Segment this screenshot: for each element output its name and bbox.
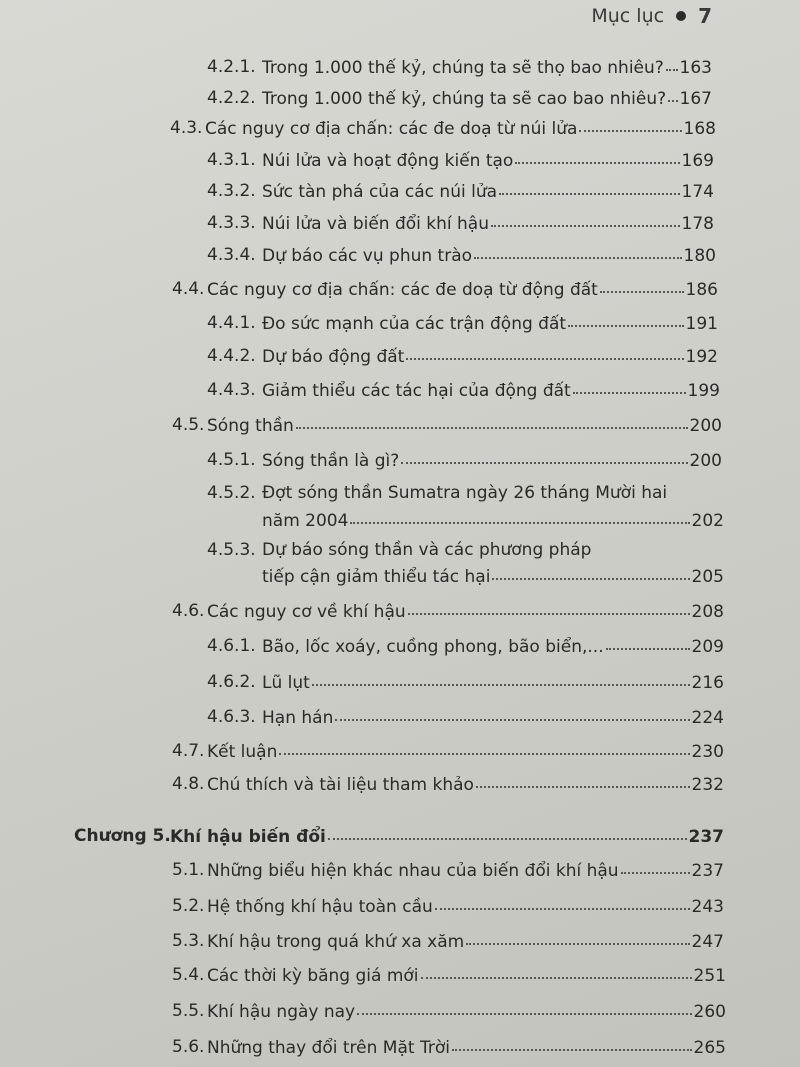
entry-page: 216	[691, 673, 724, 693]
toc-entry	[262, 181, 714, 202]
dot-leader	[335, 705, 689, 721]
dot-leader	[328, 824, 687, 840]
dot-leader	[666, 55, 678, 71]
entry-title: Dự báo động đất	[262, 347, 405, 367]
bullet-dot-icon	[676, 11, 686, 21]
entry-title: Đợt sóng thần Sumatra ngày 26 tháng Mười hai	[262, 483, 668, 503]
dot-leader	[499, 179, 680, 195]
dot-leader	[579, 116, 681, 132]
entry-title: Đo sức mạnh của các trận động đất	[262, 314, 567, 334]
entry-title: Trong 1.000 thế kỷ, chúng ta sẽ cao bao nhiêu?	[262, 89, 667, 109]
dot-leader	[568, 311, 684, 327]
entry-page: 237	[691, 861, 724, 881]
toc-entry	[207, 774, 724, 795]
entry-title: Các nguy cơ địa chấn: các đe doạ từ núi lửa	[205, 119, 578, 139]
entry-title: Hạn hán	[262, 708, 334, 728]
dot-leader	[312, 670, 690, 686]
entry-title: Các thời kỳ băng giá mới	[207, 966, 419, 986]
toc-entry	[207, 965, 726, 986]
entry-title: Hệ thống khí hậu toàn cầu	[207, 897, 433, 917]
entry-title: Sóng thần là gì?	[262, 451, 400, 471]
entry-page: 260	[693, 1002, 726, 1022]
toc-entry	[207, 1037, 726, 1058]
entry-number: 5.1.	[172, 860, 205, 880]
toc-entry	[207, 279, 718, 300]
dot-leader	[491, 211, 680, 227]
toc-entry	[262, 380, 720, 401]
entry-number: 4.8.	[172, 774, 205, 794]
entry-page: 200	[689, 416, 722, 436]
dot-leader	[296, 413, 688, 429]
toc-entry	[262, 313, 718, 334]
entry-page: 243	[691, 897, 724, 917]
entry-title: Trong 1.000 thế kỷ, chúng ta sẽ thọ bao nhiêu?	[262, 58, 664, 78]
entry-page: 191	[685, 314, 718, 334]
entry-title-continued: tiếp cận giảm thiểu tác hại	[262, 567, 491, 587]
entry-number: 4.4.1.	[207, 313, 256, 333]
entry-number: 4.5.3.	[207, 540, 256, 560]
toc-entry	[262, 88, 712, 109]
toc-entry	[207, 601, 724, 622]
entry-title: Kết luận	[207, 742, 278, 762]
dot-leader	[408, 599, 690, 615]
entry-page: 180	[683, 246, 716, 266]
dot-leader	[515, 148, 679, 164]
entry-title: Khí hậu biến đổi	[170, 827, 326, 847]
entry-number: 4.5.2.	[207, 483, 256, 503]
entry-title: Chú thích và tài liệu tham khảo	[207, 775, 474, 795]
entry-page: 251	[693, 966, 726, 986]
entry-page: 192	[685, 347, 718, 367]
entry-title: Khí hậu ngày nay	[207, 1002, 356, 1022]
entry-title: Núi lửa và hoạt động kiến tạo	[262, 151, 514, 171]
entry-number: 5.6.	[172, 1037, 205, 1057]
entry-title: Sóng thần	[207, 416, 294, 436]
toc-entry	[205, 118, 716, 139]
dot-leader	[435, 894, 690, 910]
entry-number: 4.6.3.	[207, 707, 256, 727]
entry-title: Những biểu hiện khác nhau của biến đổi khí hậu	[207, 861, 619, 881]
entry-page: 224	[691, 708, 724, 728]
entry-page: 200	[689, 451, 722, 471]
entry-number: 4.7.	[172, 741, 205, 761]
dot-leader	[452, 1035, 692, 1051]
dot-leader	[476, 772, 690, 788]
entry-number: 4.5.	[172, 415, 205, 435]
page-number: 7	[698, 4, 712, 28]
toc-entry	[207, 860, 724, 881]
entry-title: Những thay đổi trên Mặt Trời	[207, 1038, 450, 1058]
entry-page: 205	[691, 567, 724, 587]
entry-title: Dự báo sóng thần và các phương pháp	[262, 540, 592, 560]
entry-number: 4.3.2.	[207, 181, 256, 201]
entry-page: 202	[691, 511, 724, 531]
entry-number: 4.4.3.	[207, 380, 256, 400]
entry-title: Các nguy cơ về khí hậu	[207, 602, 406, 622]
toc-entry	[262, 245, 716, 266]
chapter-entry	[170, 826, 724, 847]
entry-page: 168	[683, 119, 716, 139]
entry-number: 5.4.	[172, 965, 205, 985]
entry-title: Giảm thiểu các tác hại của động đất	[262, 381, 571, 401]
entry-title: Dự báo các vụ phun trào	[262, 246, 473, 266]
entry-title-continued: năm 2004	[262, 511, 349, 531]
entry-page: 163	[679, 58, 712, 78]
entry-number: 4.3.4.	[207, 245, 256, 265]
dot-leader	[279, 739, 689, 755]
entry-number: 4.6.2.	[207, 672, 256, 692]
entry-page: 199	[687, 381, 720, 401]
dot-leader	[474, 243, 682, 259]
dot-leader	[668, 86, 677, 102]
toc-entry-continuation	[262, 510, 724, 531]
entry-page: 237	[688, 827, 724, 847]
toc-entry	[262, 150, 714, 171]
dot-leader	[350, 508, 689, 524]
toc-entry-continuation	[262, 566, 724, 587]
entry-page: 230	[691, 742, 724, 762]
toc-entry	[207, 931, 724, 952]
entry-page: 174	[681, 182, 714, 202]
toc-entry	[262, 707, 724, 728]
dot-leader	[406, 344, 683, 360]
entry-number: 4.3.3.	[207, 213, 256, 233]
toc-entry	[262, 672, 724, 693]
entry-page: 169	[681, 151, 714, 171]
entry-number: 5.3.	[172, 931, 205, 951]
toc-entry	[207, 1001, 726, 1022]
entry-title: Lũ lụt	[262, 673, 310, 693]
dot-leader	[421, 963, 692, 979]
entry-number: Chương 5.	[74, 826, 171, 846]
entry-page: 186	[685, 280, 718, 300]
toc-entry	[262, 636, 724, 657]
entry-number: 4.5.1.	[207, 450, 256, 470]
entry-page: 167	[679, 89, 712, 109]
toc-entry	[262, 346, 718, 367]
entry-title: Khí hậu trong quá khứ xa xăm	[207, 932, 465, 952]
toc-entry	[262, 213, 714, 234]
entry-number: 5.2.	[172, 896, 205, 916]
entry-title: Bão, lốc xoáy, cuồng phong, bão biển,...	[262, 637, 604, 657]
entry-number: 4.6.	[172, 601, 205, 621]
dot-leader	[357, 999, 691, 1015]
entry-page: 265	[693, 1038, 726, 1058]
entry-number: 4.4.2.	[207, 346, 256, 366]
dot-leader	[606, 634, 690, 650]
entry-number: 4.2.2.	[207, 88, 256, 108]
page-header	[591, 4, 712, 28]
dot-leader	[600, 277, 684, 293]
entry-number: 4.4.	[172, 279, 205, 299]
entry-title: Các nguy cơ địa chấn: các đe doạ từ động đất	[207, 280, 598, 300]
dot-leader	[466, 929, 689, 945]
entry-number: 4.2.1.	[207, 57, 256, 77]
entry-page: 247	[691, 932, 724, 952]
toc-entry	[207, 415, 722, 436]
toc-entry	[262, 57, 712, 78]
dot-leader	[621, 858, 690, 874]
dot-leader	[492, 564, 689, 580]
entry-title: Núi lửa và biến đổi khí hậu	[262, 214, 490, 234]
section-title: Mục lục	[591, 5, 665, 27]
entry-page: 232	[691, 775, 724, 795]
dot-leader	[573, 378, 686, 394]
entry-page: 178	[681, 214, 714, 234]
toc-entry	[207, 741, 724, 762]
entry-page: 209	[691, 637, 724, 657]
entry-number: 4.3.	[170, 118, 203, 138]
entry-number: 4.6.1.	[207, 636, 256, 656]
toc-entry	[207, 896, 724, 917]
entry-page: 208	[691, 602, 724, 622]
entry-number: 4.3.1.	[207, 150, 256, 170]
entry-title: Sức tàn phá của các núi lửa	[262, 182, 498, 202]
dot-leader	[401, 448, 687, 464]
entry-number: 5.5.	[172, 1001, 205, 1021]
toc-entry	[262, 450, 722, 471]
